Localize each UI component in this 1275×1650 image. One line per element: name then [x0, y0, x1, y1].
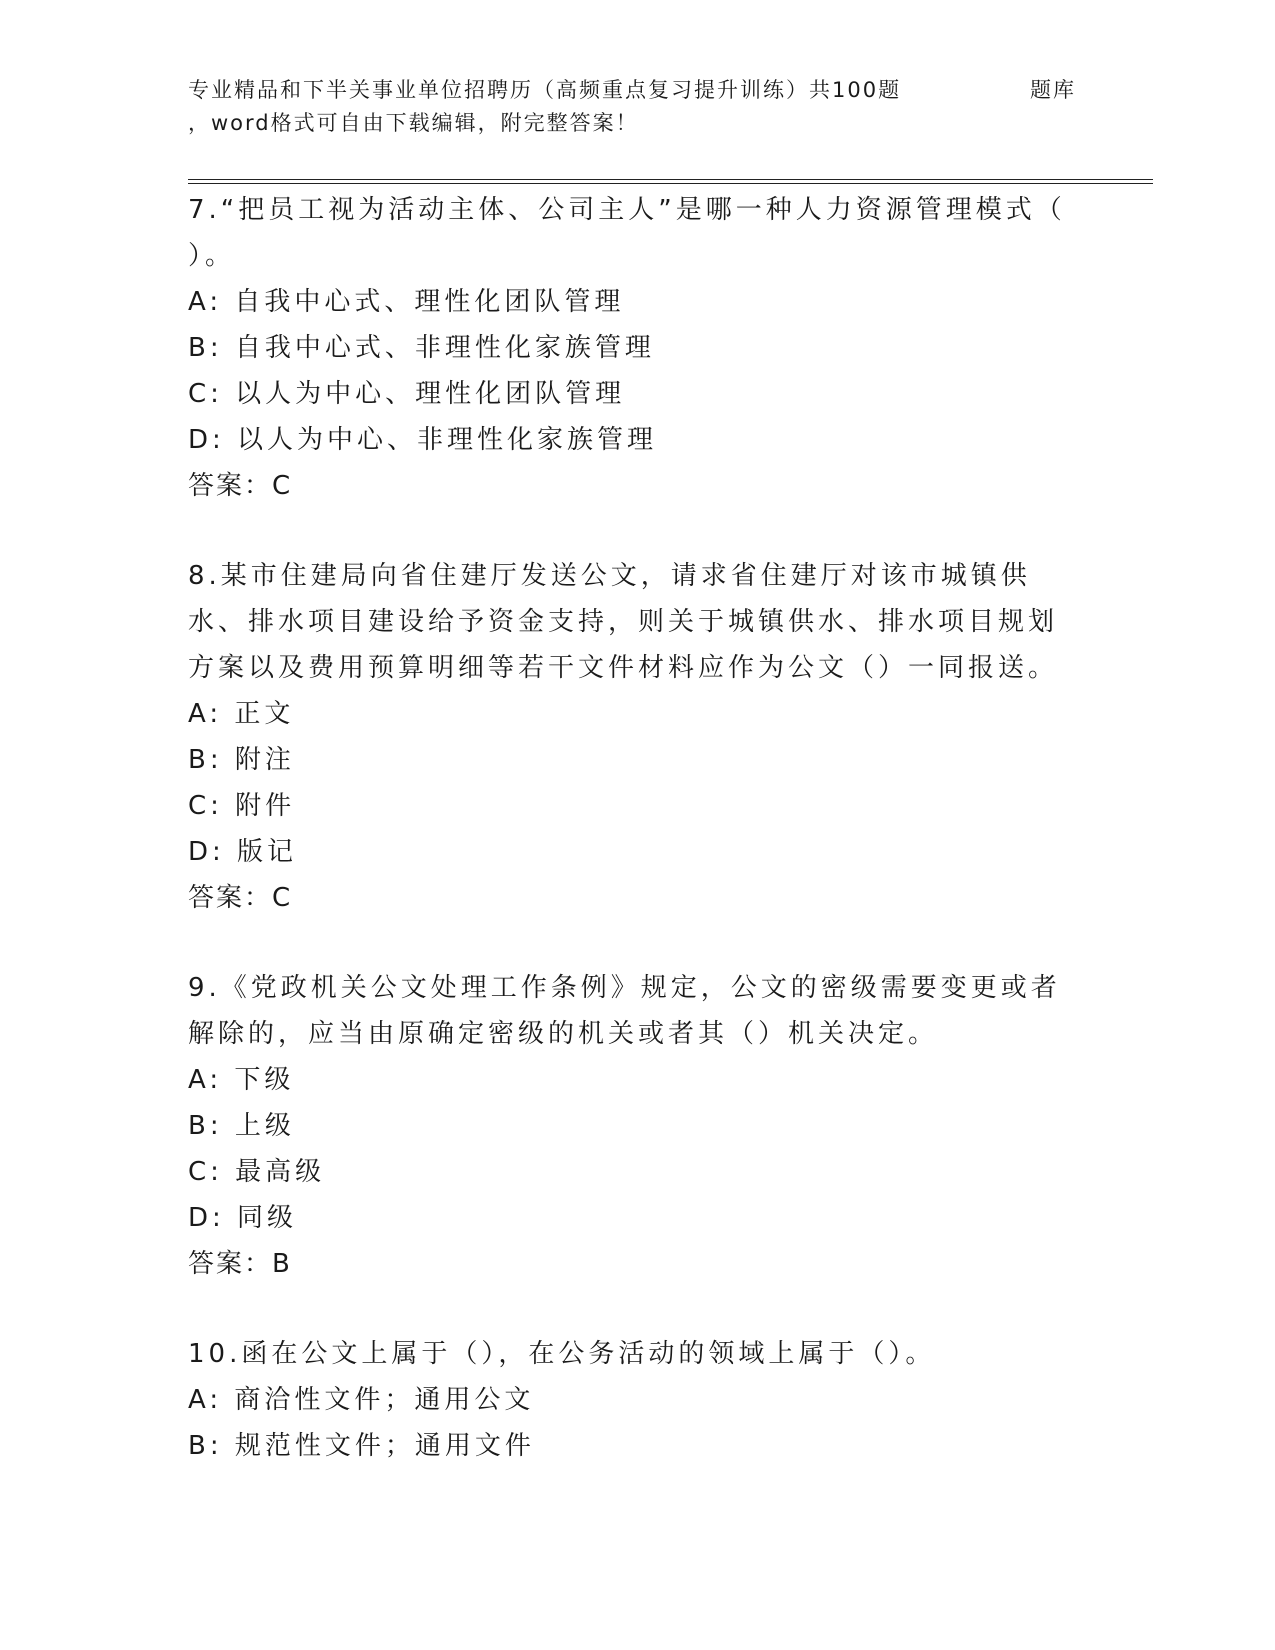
- header-tag: 题库: [1030, 78, 1076, 102]
- question-stem: 8.某市住建局向省住建厅发送公文，请求省住建厅对该市城镇供水、排水项目建设给予资金支持，则关于城镇供水、排水项目规划方案以及费用预算明细等若干文件材料应作为公文（）一同报送。: [188, 561, 1059, 683]
- option-b: B: 附注: [188, 745, 295, 775]
- option-c: C: 最高级: [188, 1157, 326, 1187]
- option-b: B: 上级: [188, 1111, 295, 1141]
- option-a: A: 商洽性文件；通用公文: [188, 1385, 535, 1415]
- question-7: [188, 187, 1068, 509]
- header-line-2: ，word格式可自由下载编辑，附完整答案！: [188, 111, 639, 135]
- option-a: A: 自我中心式、理性化团队管理: [188, 287, 625, 317]
- option-b: B: 规范性文件；通用文件: [188, 1431, 535, 1461]
- header-divider-bottom: [188, 183, 1153, 184]
- answer: 答案：B: [188, 1249, 292, 1279]
- header-title: 专业精品和下半关事业单位招聘历（高频重点复习提升训练）共100题: [188, 78, 902, 102]
- header-line-1: [188, 74, 1158, 107]
- question-9: [188, 965, 1068, 1287]
- question-8: [188, 553, 1068, 921]
- option-a: A: 下级: [188, 1065, 295, 1095]
- option-c: C: 以人为中心、理性化团队管理: [188, 379, 626, 409]
- option-b: B: 自我中心式、非理性化家族管理: [188, 333, 655, 363]
- question-10: [188, 1331, 1068, 1469]
- question-stem: 9.《党政机关公文处理工作条例》规定，公文的密级需要变更或者解除的，应当由原确定密级的机关或者其（）机关决定。: [188, 973, 1061, 1049]
- answer: 答案：C: [188, 883, 293, 913]
- question-list: [188, 187, 1068, 1513]
- answer: 答案：C: [188, 471, 293, 501]
- option-d: D: 以人为中心、非理性化家族管理: [188, 425, 658, 455]
- option-d: D: 版记: [188, 837, 298, 867]
- question-stem: 10.函在公文上属于（），在公务活动的领域上属于（）。: [188, 1339, 936, 1369]
- header-divider-top: [188, 179, 1153, 180]
- page-header: [188, 74, 1158, 140]
- option-a: A: 正文: [188, 699, 295, 729]
- option-d: D: 同级: [188, 1203, 298, 1233]
- option-c: C: 附件: [188, 791, 296, 821]
- question-stem: 7.“把员工视为活动主体、公司主人”是哪一种人力资源管理模式（ ）。: [188, 195, 1066, 271]
